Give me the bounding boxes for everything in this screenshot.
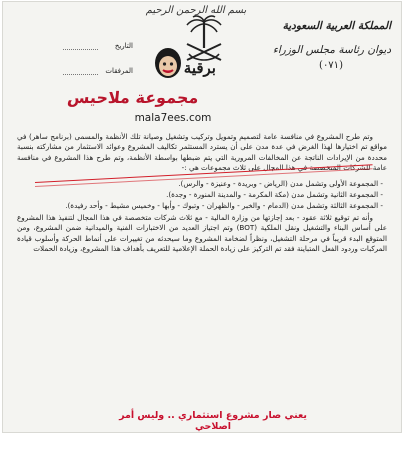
basmala: بسم الله الرحمن الرحيم bbox=[145, 5, 247, 16]
watermark-title: مجموعة ملاحيس bbox=[66, 88, 200, 107]
watermark-logo-icon bbox=[153, 47, 183, 79]
group-two: - المجموعة الثانية وتشمل مدن (مكة المكرمة - والمدينة المنورة - وجدة). bbox=[166, 190, 383, 200]
group-three: - المجموعة الثالثة وتشمل مدن (الدمام - والخبر - والظهران - وتبوك - وأبها - وخميس مشيط - وأحد رفيدة). bbox=[65, 201, 383, 211]
date-label: التاريخ bbox=[114, 42, 133, 50]
letter-body bbox=[17, 132, 387, 259]
meta-labels bbox=[73, 34, 133, 84]
group-one: - المجموعة الأولى وتشمل مدن (الرياض - وبريدة - وعنيزة - والرس). bbox=[178, 178, 383, 188]
kingdom-name: المملكة العربية السعودية bbox=[282, 20, 391, 32]
annotation-caption: يعني صار مشروع استثماري .. وليس أمر اصلاحي bbox=[119, 410, 307, 432]
document-page bbox=[2, 1, 402, 433]
watermark-url: mala7ees.com bbox=[134, 112, 212, 124]
document-type: برقية bbox=[183, 59, 216, 77]
attachments-label: المرفقات bbox=[105, 67, 133, 75]
date-line bbox=[63, 49, 98, 50]
paragraph-closing: وأنه تم توقيع ثلاثة عقود - بعد إجازتها من وزارة المالية - مع ثلاث شركات متخصصة في هذا المجال لتنفيذ هذا المشروع على أساس البناء والتشغيل ونقل الملكية (BOT) وتم اجتياز العديد من الاختبارات الفنية والميدانية ضمن المشروع، ومن المتوقع البدء قريباً في مرحلة التشغيل، ونظراً لضخامة المشروع وما سيحدثه من تغييرات على أنماط الحركة وأسلوب قيادة المركبات وردود الفعل المتباينة فقد تم التركيز على زيادة الحملة الإعلامية للتعريف بأهداف هذا المشروع، وزيادة الحملات bbox=[17, 212, 387, 254]
reference-number: (٠٧١) bbox=[319, 60, 343, 71]
attachments-line bbox=[63, 74, 98, 75]
cabinet-name: ديوان رئاسة مجلس الوزراء bbox=[272, 44, 391, 56]
paragraph-main: وتم طرح المشروع في منافسة عامة لتصميم وتمويل وتركيب وتشغيل وصيانة تلك الأنظمة والمسمى (برنامج ساهر) في مواقع تم اختيارها لهذا الغرض في عدة مدن على أن يسترد المستثمر تكاليف المشروع وعوائد الاستثمار من مشاركته بنسبة محددة من الإيرادات الناتجة عن المخالفات المرورية التي يتم ضبطها بواسطة الأنظمة، وتم طرح هذا المشروع في منافسة عامة للشركات المتخصصة في هذا المجال على ثلاث مجموعات هي :- bbox=[17, 132, 387, 173]
